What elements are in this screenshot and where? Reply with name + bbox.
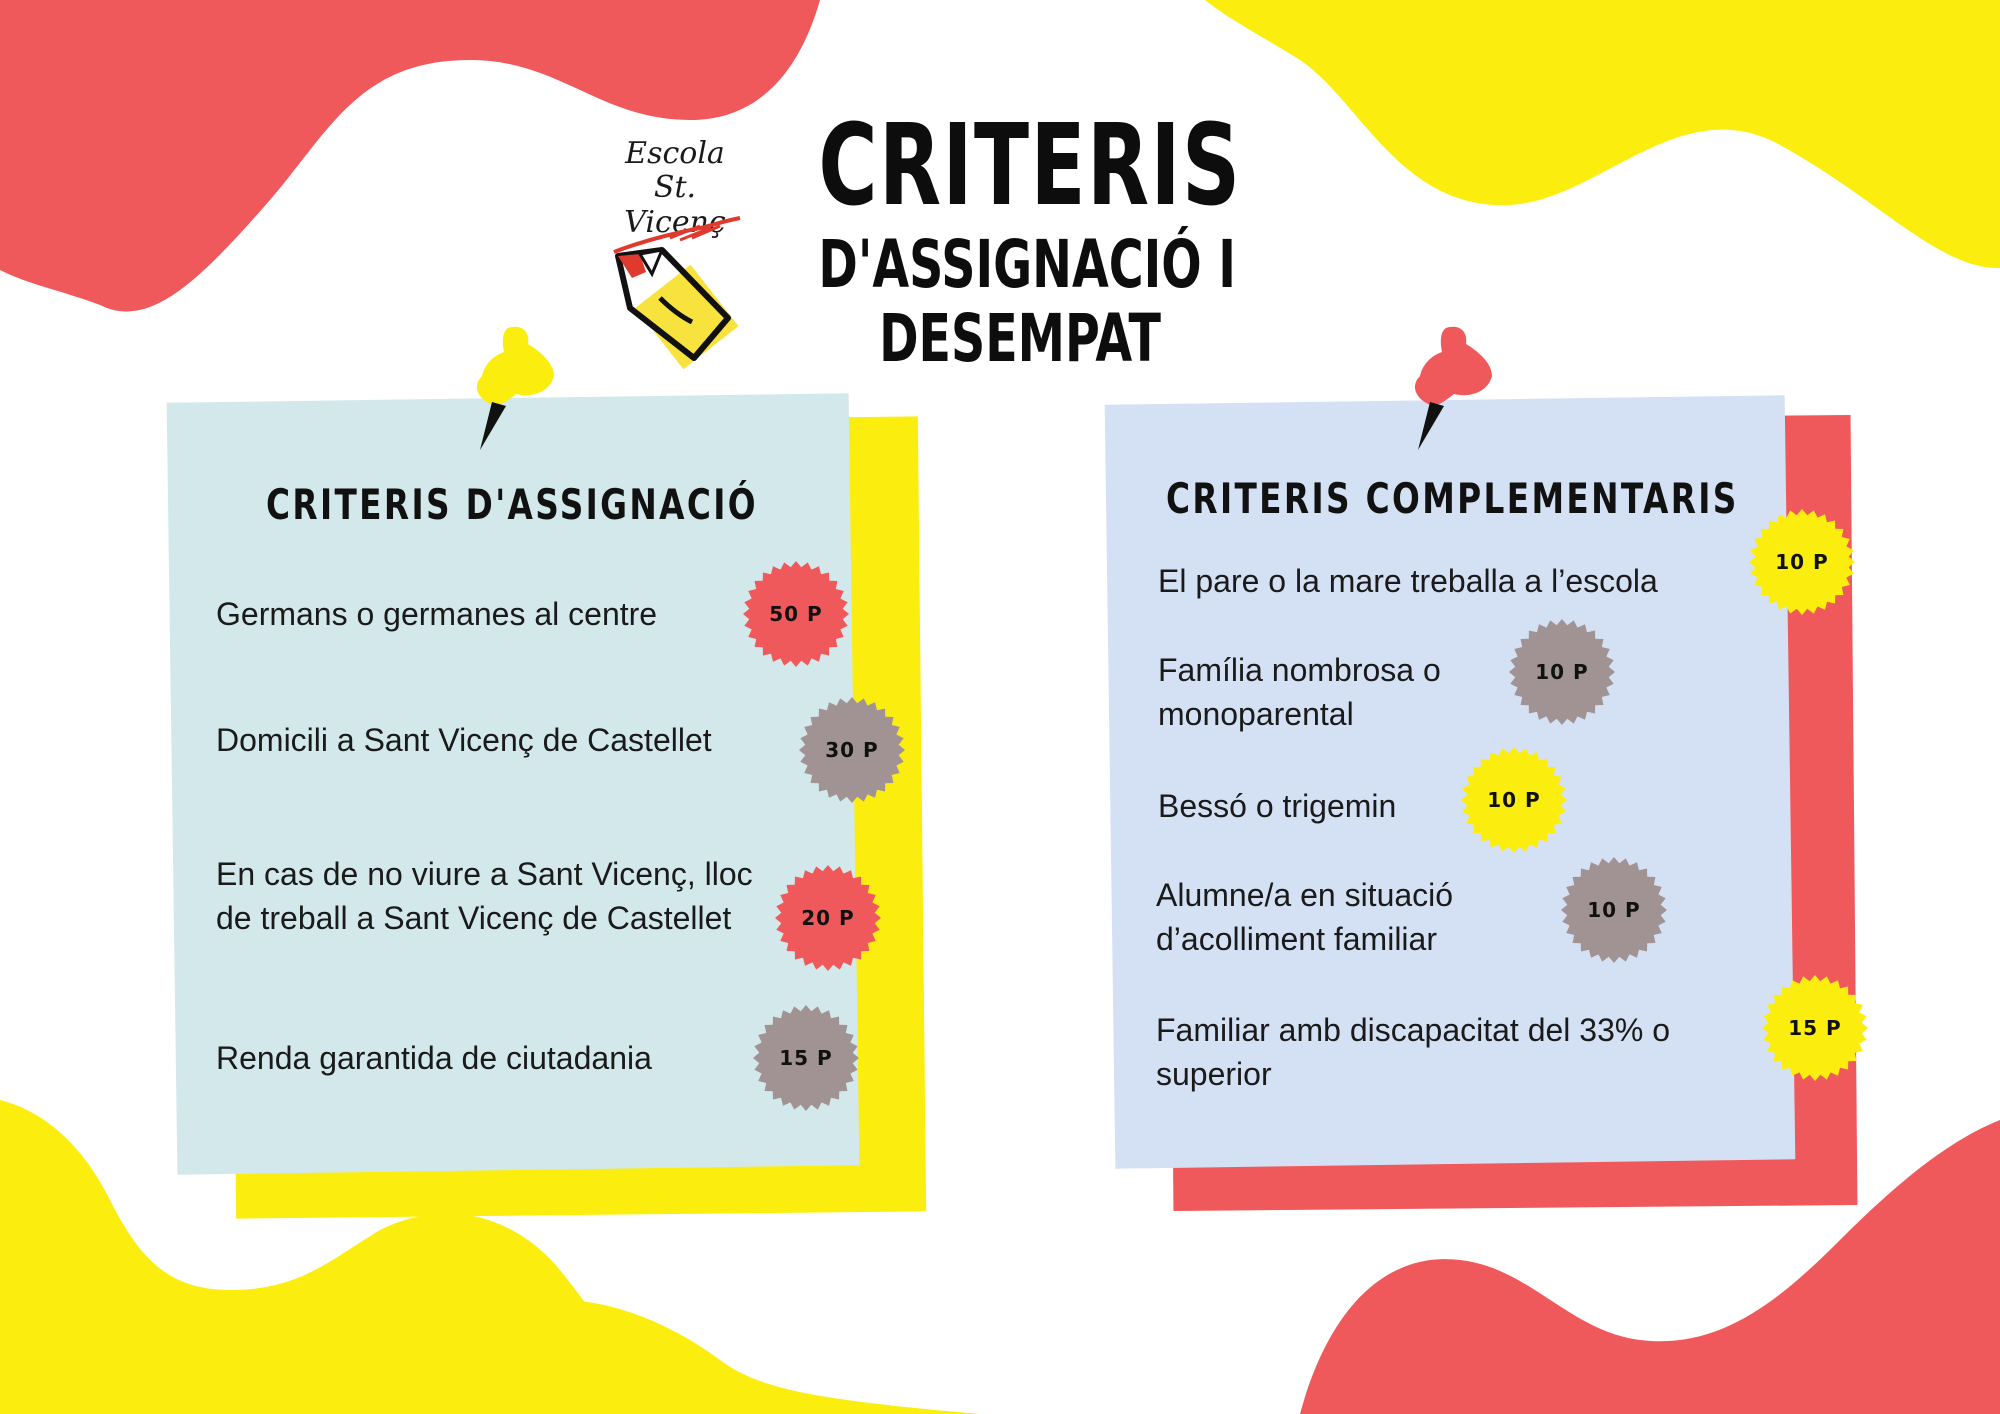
points-badge xyxy=(798,696,906,804)
criterion-text: Alumne/a en situació d’acolliment familiar xyxy=(1156,877,1454,957)
title-line-3: DESEMPAT xyxy=(879,299,1161,377)
criterion-text: Renda garantida de ciutadania xyxy=(216,1040,652,1076)
pushpin-yellow-icon xyxy=(470,322,560,452)
card-assignacio-heading: CRITERIS D'ASSIGNACIÓ xyxy=(266,480,758,529)
points-label: 50 P xyxy=(769,602,823,626)
points-badge xyxy=(1508,618,1616,726)
title-line-2: D'ASSIGNACIÓ I xyxy=(818,226,1236,303)
points-badge xyxy=(1560,856,1668,964)
school-logo xyxy=(600,128,750,378)
pencil-icon xyxy=(600,198,750,378)
points-badge xyxy=(1748,508,1856,616)
points-label: 15 P xyxy=(779,1046,833,1070)
points-badge xyxy=(742,560,850,668)
points-label: 10 P xyxy=(1587,898,1641,922)
criterion-text: Germans o germanes al centre xyxy=(216,596,658,632)
criterion-text: El pare o la mare treballa a l’escola xyxy=(1158,563,1658,599)
criterion-text: Família nombrosa o monoparental xyxy=(1158,652,1441,732)
criterion-text: Domicili a Sant Vicenç de Castellet xyxy=(216,722,712,758)
page-title xyxy=(740,101,1300,377)
blob-yellow-top-right xyxy=(1205,0,2000,268)
logo-line-1: Escola xyxy=(625,136,725,171)
points-label: 10 P xyxy=(1487,788,1541,812)
points-badge xyxy=(1761,974,1869,1082)
criterion-text: Bessó o trigemin xyxy=(1158,788,1397,824)
card-complementaris-heading: CRITERIS COMPLEMENTARIS xyxy=(1166,474,1739,523)
points-label: 10 P xyxy=(1775,550,1829,574)
logo-line-2: St. Vicenç xyxy=(624,170,726,240)
points-label: 20 P xyxy=(801,906,855,930)
points-badge xyxy=(1460,746,1568,854)
criterion-text: En cas de no viure a Sant Vicenç, lloc de treball a Sant Vicenç de Castellet xyxy=(216,856,753,936)
title-line-1: CRITERIS xyxy=(818,101,1242,231)
points-label: 15 P xyxy=(1788,1016,1842,1040)
pushpin-red-icon xyxy=(1408,322,1498,452)
points-label: 30 P xyxy=(825,738,879,762)
points-label: 10 P xyxy=(1535,660,1589,684)
points-badge xyxy=(774,864,882,972)
points-badge xyxy=(752,1004,860,1112)
criterion-text: Familiar amb discapacitat del 33% o superior xyxy=(1156,1012,1671,1092)
